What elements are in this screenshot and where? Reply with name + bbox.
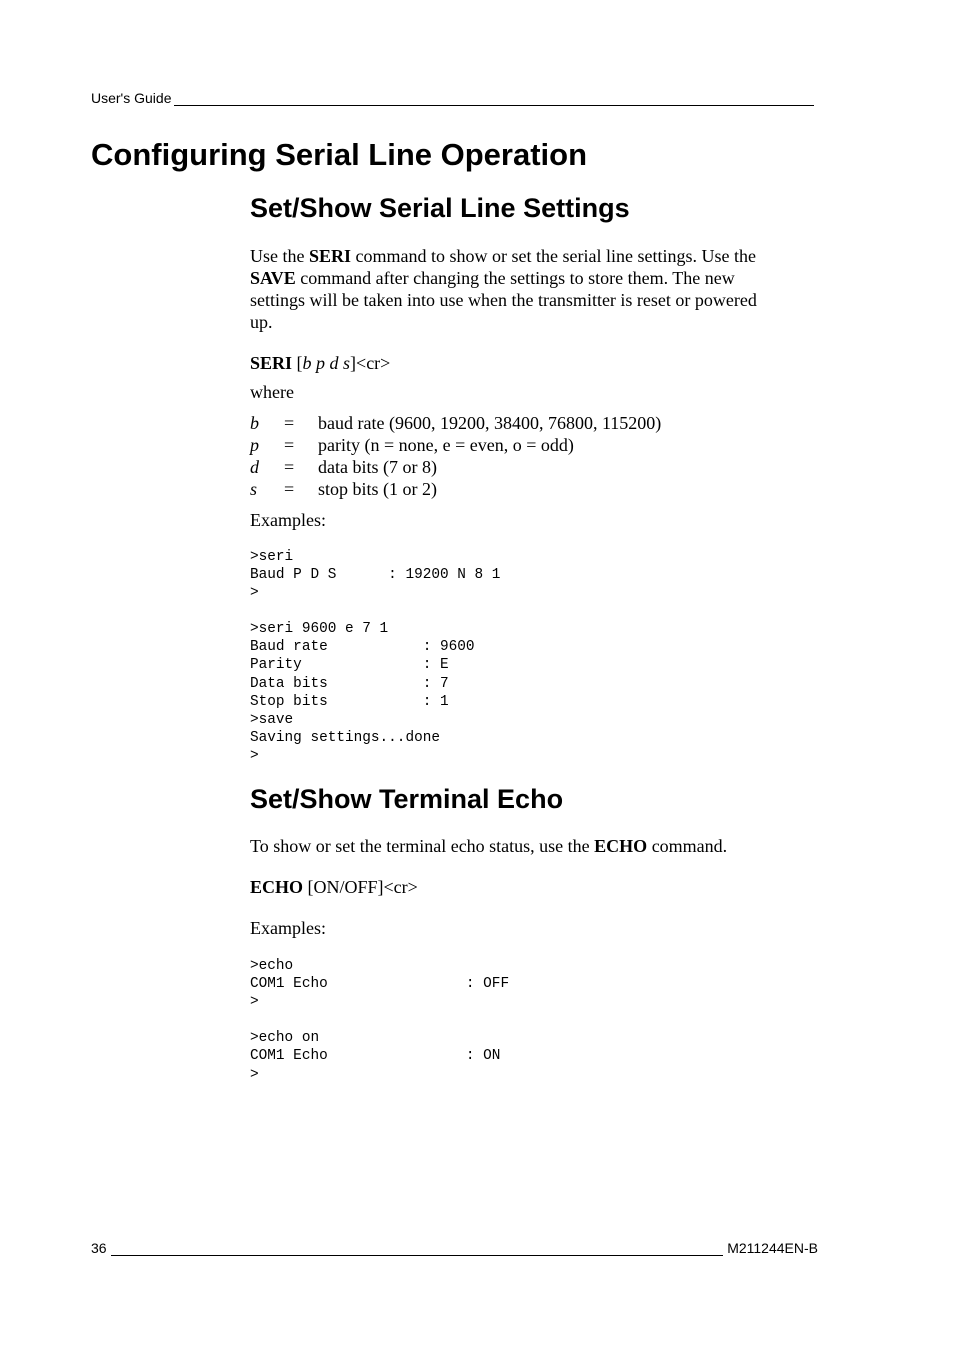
param-symbol: b bbox=[250, 413, 259, 433]
echo-syntax-rest: [ON/OFF]<cr> bbox=[303, 877, 418, 898]
code-example-echo-on: >echo on COM1 Echo : ON > bbox=[250, 1030, 501, 1083]
param-description: parity (n = none, e = even, o = odd) bbox=[318, 435, 574, 455]
save-keyword: SAVE bbox=[250, 268, 296, 288]
echo-syntax bbox=[250, 876, 810, 898]
param-symbol: d bbox=[250, 457, 259, 477]
code-example-seri-show: >seri Baud P D S : 19200 N 8 1 > bbox=[250, 549, 501, 602]
where-label: where bbox=[250, 382, 294, 402]
seri-syntax bbox=[250, 352, 810, 374]
echo-examples-label: Examples: bbox=[250, 918, 326, 939]
param-symbol: s bbox=[250, 479, 258, 499]
echo-intro-paragraph bbox=[250, 835, 810, 857]
serial-intro-paragraph bbox=[250, 245, 810, 333]
echo-syntax-command: ECHO bbox=[250, 877, 304, 898]
param-equals: = bbox=[284, 435, 295, 455]
code-example-seri-set: >seri 9600 e 7 1 Baud rate : 9600 Parity : E Data bits : 7 Stop bits : 1 >save Saving settings...done > bbox=[250, 621, 475, 764]
examples-label: Examples: bbox=[250, 510, 326, 530]
page-footer bbox=[91, 1240, 818, 1256]
document-code: M211244EN-B bbox=[727, 1240, 818, 1256]
intro-text-3: command after changing the settings to store them. The new bbox=[295, 268, 735, 288]
main-content bbox=[250, 192, 810, 1084]
param-equals: = bbox=[284, 479, 295, 499]
param-description: stop bits (1 or 2) bbox=[318, 479, 437, 499]
code-example-echo-show: >echo COM1 Echo : OFF > bbox=[250, 958, 510, 1011]
param-description: baud rate (9600, 19200, 38400, 76800, 115200) bbox=[318, 413, 662, 433]
seri-keyword: SERI bbox=[308, 246, 352, 266]
syntax-close: ]<cr> bbox=[350, 353, 391, 373]
page-header bbox=[91, 90, 814, 106]
param-description: data bits (7 or 8) bbox=[318, 457, 437, 477]
intro-text-2: command to show or set the serial line settings. Use the bbox=[351, 246, 756, 266]
intro-text-5: up. bbox=[250, 312, 273, 332]
parameter-list bbox=[250, 412, 810, 500]
param-symbol: p bbox=[250, 435, 259, 455]
intro-text-1: Use the bbox=[250, 246, 309, 266]
syntax-args: b p d s bbox=[302, 353, 351, 373]
param-equals: = bbox=[284, 413, 295, 433]
param-equals: = bbox=[284, 457, 295, 477]
intro-text-4: settings will be taken into use when the transmitter is reset or powered bbox=[250, 290, 757, 310]
syntax-command: SERI bbox=[250, 353, 293, 373]
chapter-title: Configuring Serial Line Operation bbox=[91, 137, 588, 172]
header-rule bbox=[174, 93, 814, 106]
syntax-open: [ bbox=[292, 353, 303, 373]
guide-label: User's Guide bbox=[91, 90, 172, 106]
footer-rule bbox=[111, 1243, 724, 1256]
echo-keyword: ECHO bbox=[594, 836, 648, 857]
page-number: 36 bbox=[91, 1240, 107, 1256]
section-title-serial: Set/Show Serial Line Settings bbox=[250, 193, 630, 223]
echo-intro-text-1: To show or set the terminal echo status, use the bbox=[250, 836, 595, 857]
echo-intro-text-2: command. bbox=[647, 836, 728, 857]
section-title-echo: Set/Show Terminal Echo bbox=[250, 784, 564, 815]
